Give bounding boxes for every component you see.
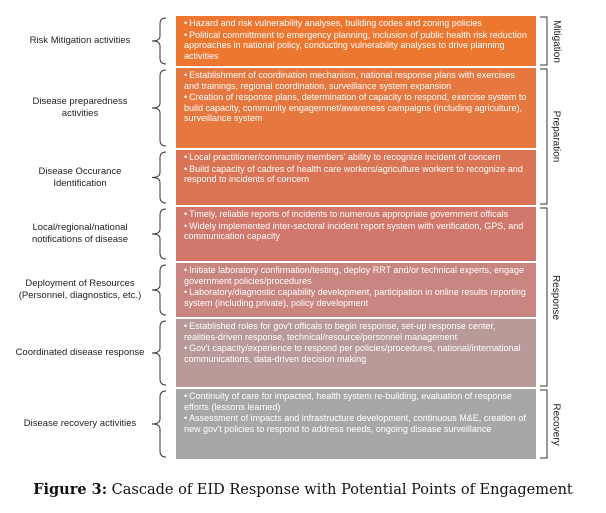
row-label [14,16,146,66]
phase-bracket [540,207,548,387]
row-label [14,389,146,459]
activity-item: • Hazard and risk vulnerability analyses, building codes and zoning policies [184,18,530,29]
phase-bracket-path [540,17,547,65]
row-label-text: Disease recovery activities [23,418,137,429]
brace-path [152,209,166,259]
row-label-text: Risk Mitigation activities [29,35,131,46]
activity-box [176,263,536,317]
activity-item: • Establishment of coordination mechanism, national response plans with exercises and trainings, regional coordination, surveillance system expansion [184,70,530,91]
phase-label [548,68,564,205]
activity-item: • Creation of response plans, determination of capacity to respond, exercise system to build capacity, community engagemnet/awareness campaigns (including agriculture), surveillance system [184,92,530,124]
figure-caption-label: Figure 3: [33,481,108,498]
activity-item: • Initiate laboratory confirmation/testing, deploy RRT and/or technical experts, engage government policies/procedures [184,265,530,286]
phase-label [548,207,564,387]
activity-item: • Laboratory/diagnostic capability development, participation in online results reporting system (including private), policy development [184,287,530,308]
phase-bracket [540,389,548,459]
row-label-text: Local/regional/national notifications of disease [31,222,129,245]
activity-box [176,150,536,205]
figure-caption [0,481,606,498]
activity-item: • Local practitioner/community members' ability to recognize incident of concern [184,152,530,163]
row-label-text: Disease Occurance Identification [38,165,122,189]
phase-label-text: Mitigation [550,19,562,63]
activity-item: • Gov't capacity/experience to respond per policies/procedures, national/international communications, data-driven decision making [184,343,530,364]
phase-bracket-path [540,208,547,386]
row-label [14,68,146,148]
activity-item: • Continuity of care for impacted, health system re-building, evaluation of response efforts (lessons learned) [184,391,530,412]
left-brace [150,319,168,387]
figure-caption-text: Cascade of EID Response with Potential Points of Engagement [111,482,573,498]
phase-label-text: Preparation [550,110,562,163]
phase-label-text: Recovery [550,402,562,446]
phase-bracket [540,68,548,205]
activity-item: • Political committment to emergency planning, inclusion of public health risk reduction approaches in national policy, conducting vulnerability analyses to drive planning activities [184,30,530,62]
row-label-text: Deployment of Resources (Personnel, diagnostics, etc.) [18,278,142,301]
brace-path [152,321,166,385]
left-brace [150,207,168,261]
phase-label [548,389,564,459]
row-label [14,150,146,205]
brace-path [152,265,166,315]
left-brace [150,68,168,148]
brace-path [152,152,166,203]
left-brace [150,389,168,459]
brace-path [152,18,166,64]
left-brace [150,16,168,66]
phase-label [548,16,564,66]
phase-label-text: Response [550,274,562,320]
phase-bracket-path [540,69,547,204]
phase-bracket-path [540,390,547,458]
row-label [14,263,146,317]
activity-item: • Build capacity of cadres of health care workers/agriculture workers to recognize and respond to incidents of concern [184,164,530,185]
row-label-text: Coordinated disease response [15,347,145,358]
activity-box [176,68,536,148]
row-label [14,319,146,387]
activity-item: • Widely implemented inter-sectoral incident report system with verification, GPS, and communication capacity [184,221,530,242]
phase-bracket [540,16,548,66]
brace-path [152,70,166,146]
activity-box [176,16,536,66]
row-label-text: Disease preparedness activities [32,96,128,119]
activity-item: • Assessment of impacts and infrastructure development, continuous M&E, creation of new gov't policies to respond to address needs, ongoing disease surveillance [184,413,530,434]
activity-box [176,389,536,459]
activity-item: • Timely, reliable reports of incidents to numerous appropriate government officals [184,209,530,220]
row-label [14,207,146,261]
activity-box [176,207,536,261]
brace-path [152,391,166,457]
activity-item: • Established roles for gov't officals to begin response, set-up response center, realities-driven response, technical/resource/personnel management [184,321,530,342]
left-brace [150,263,168,317]
left-brace [150,150,168,205]
activity-box [176,319,536,387]
